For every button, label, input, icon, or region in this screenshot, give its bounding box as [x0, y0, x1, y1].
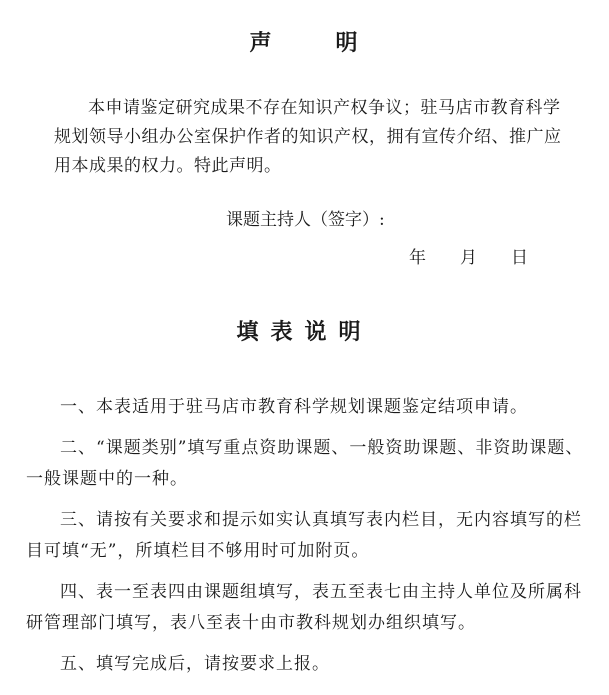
instruction-item: 三、请按有关要求和提示如实认真填写表内栏目，无内容填写的栏目可填“无”，所填栏目不够用时可加附页。 — [26, 510, 582, 561]
host-signature-label: 课题主持人（签字）: — [226, 210, 385, 230]
instruction-item: 五、填写完成后，请按要求上报。 — [60, 654, 330, 674]
declaration-title-part2: 明 — [335, 30, 360, 56]
instruction-item: 一、本表适用于驻马店市教育科学规划课题鉴定结项申请。 — [60, 397, 528, 417]
year-label: 年 — [409, 248, 426, 268]
day-label: 日 — [511, 248, 528, 268]
instructions-list — [26, 392, 588, 690]
declaration-title-part1: 声 — [249, 30, 274, 56]
instruction-item: 二、“课题类别”填写重点资助课题、一般资助课题、非资助课题、一般课题中的一种。 — [26, 438, 584, 489]
instructions-title: 填表说明 — [236, 319, 373, 345]
declaration-title — [0, 26, 609, 57]
declaration-body — [54, 94, 574, 181]
declaration-paragraph: 本申请鉴定研究成果不存在知识产权争议；驻马店市教育科学规划领导小组办公室保护作者的知识产权，拥有宣传介绍、推广应用本成果的权力。特此声明。 — [54, 98, 562, 176]
month-label: 月 — [460, 248, 477, 268]
instruction-item: 四、表一至表四由课题组填写，表五至表七由主持人单位及所属科研管理部门填写，表八至表十由市教科规划办组织填写。 — [26, 582, 582, 633]
signature-date — [409, 243, 528, 268]
